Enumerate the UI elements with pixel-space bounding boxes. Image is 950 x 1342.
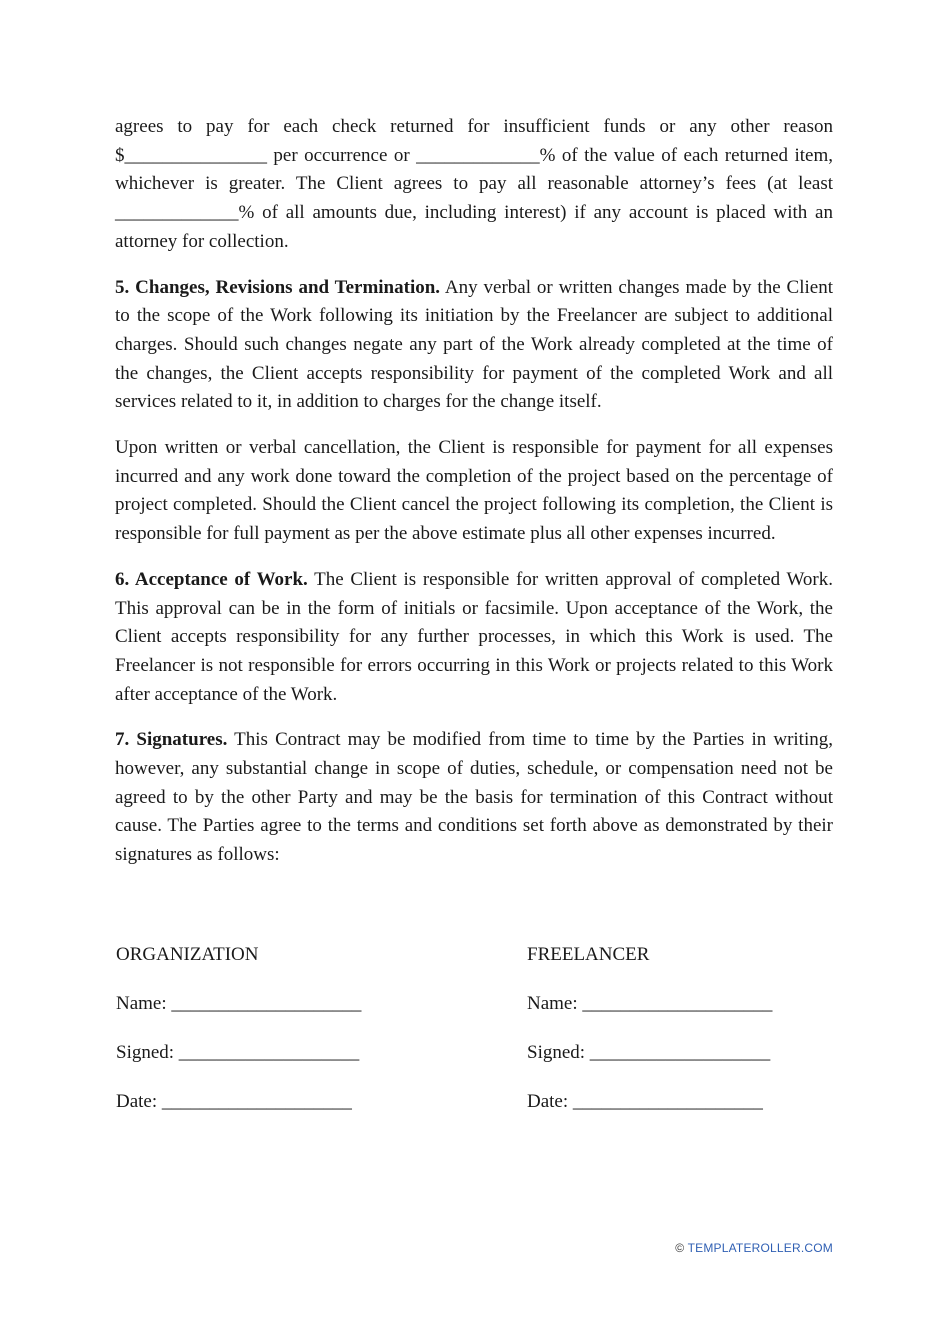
payment-continuation-paragraph bbox=[115, 113, 833, 257]
section-changes-revisions-termination bbox=[115, 274, 833, 418]
section-heading: 5. Changes, Revisions and Termination. bbox=[115, 276, 441, 298]
fee-percent-blank: _____________ bbox=[416, 144, 540, 166]
organization-signed-field[interactable]: Signed: ___________________ bbox=[116, 1042, 360, 1063]
footer-watermark bbox=[675, 1241, 833, 1255]
section-heading: 6. Acceptance of Work. bbox=[115, 568, 308, 590]
freelancer-name-field[interactable]: Name: ____________________ bbox=[527, 993, 773, 1014]
paragraph-text: per occurrence or bbox=[267, 144, 417, 166]
freelancer-date-field[interactable]: Date: ____________________ bbox=[527, 1091, 763, 1112]
freelancer-signed-field[interactable]: Signed: ___________________ bbox=[527, 1042, 771, 1063]
section-body: The Client is responsible for written approval of completed Work. This approval can be in the form of initials or facsimile. Upon acceptance of the Work, the Client accepts responsibility for any further processes, in which this Work is used. The Freelancer is not responsible for errors occurring in this Work or projects related to this Work after acceptance of the Work. bbox=[115, 568, 833, 705]
freelancer-title: FREELANCER bbox=[527, 944, 650, 965]
copyright-symbol: © bbox=[675, 1241, 688, 1255]
site-link[interactable]: TEMPLATEROLLER.COM bbox=[687, 1241, 833, 1255]
fee-amount-blank: _______________ bbox=[124, 144, 267, 166]
paragraph-text: % of the value of each returned item, whichever is greater. The Client agrees to pay all reasonable attorney’s fees (at least bbox=[115, 144, 833, 195]
section-heading: 7. Signatures. bbox=[115, 729, 228, 751]
section-body: This Contract may be modified from time to time by the Parties in writing, however, any substantial change in scope of duties, schedule, or compensation need not be agreed to by the other Party and may be the basis for termination of this Contract without cause. The Parties agree to the terms and conditions set forth above as demonstrated by their signatures as follows: bbox=[115, 729, 833, 866]
attorney-fee-percent-blank: _____________ bbox=[115, 202, 239, 224]
section-body: Upon written or verbal cancellation, the Client is responsible for payment for all expenses incurred and any work done toward the completion of the project based on the percentage of project completed. Should the Client cancel the project following its completion, the Client is responsible for full payment as per the above estimate plus all other expenses incurred. bbox=[115, 437, 833, 545]
paragraph-text: agrees to pay for each check returned for insufficient funds or any other reason $ bbox=[115, 116, 833, 166]
organization-date-field[interactable]: Date: ____________________ bbox=[116, 1091, 352, 1112]
organization-title: ORGANIZATION bbox=[116, 944, 259, 965]
document-body bbox=[115, 113, 833, 870]
organization-name-field[interactable]: Name: ____________________ bbox=[116, 993, 362, 1014]
paragraph-text: % of all amounts due, including interest) if any account is placed with an attorney for collection. bbox=[115, 202, 833, 252]
section-signatures bbox=[115, 726, 833, 870]
section-acceptance-of-work bbox=[115, 566, 833, 710]
section-cancellation-paragraph bbox=[115, 434, 833, 549]
section-body: Any verbal or written changes made by the Client to the scope of the Work following its initiation by the Freelancer are subject to additional charges. Should such changes negate any part of the Work already completed at the time of the changes, the Client accepts responsibility for payment of the completed Work and all services related to it, in addition to charges for the change itself. bbox=[115, 276, 833, 413]
